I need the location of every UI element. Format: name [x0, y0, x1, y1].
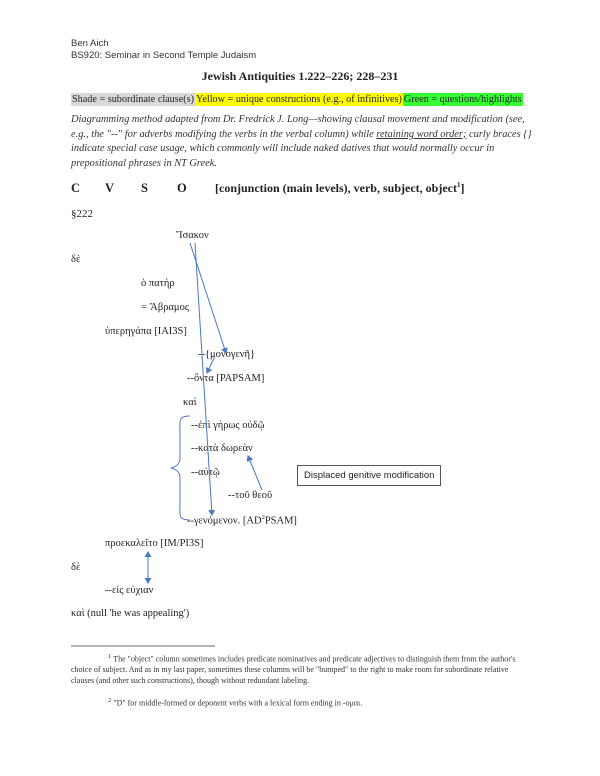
legend-yellow: Yellow = unique constructions (e.g., of infinitives)	[196, 94, 402, 105]
intro-text-1: Diagramming method adapted from Dr. Fredrick J. Long—showing clausal movement and modification (see, e.g., the "--" for adverbs modifying the verbs in the verbal column) while	[71, 114, 525, 140]
callout-displaced-genitive: Displaced genitive modification	[297, 465, 441, 486]
course-name: BS920: Seminar in Second Temple Judaism	[71, 50, 257, 61]
legend-green: Green = questions/highlights	[403, 94, 522, 105]
genomenon-parse: PSAM]	[264, 515, 297, 527]
line-abramos: = Ἄβραμος	[141, 302, 189, 313]
footnote-2-text: "D" for middle-formed or deponent verbs with a lexical form ending in -ομαι.	[113, 698, 363, 708]
column-desc-close: ]	[460, 181, 465, 195]
column-desc-text: [conjunction (main levels), verb, subject, object	[215, 181, 457, 195]
footnote-2	[71, 696, 526, 709]
line-de-1: δὲ	[71, 254, 81, 265]
line-isakon: Ἴσακον	[176, 230, 209, 241]
intro-underlined: retaining word order;	[376, 128, 467, 140]
line-auto: --αὐτῷ	[191, 467, 220, 478]
genomenon-text: --γενόμενον. [AD	[187, 515, 262, 527]
curly-brace	[171, 416, 190, 520]
arrow-tou-theou-to-dorean	[248, 456, 262, 490]
footnote-1-text: The "object" column sometimes includes predicate nominatives and predicate adjectives to distinguish them from the author's choice of subject. And as in my last paper, sometimes these columns will be "bumped" to the right to make room for subordinate relative clauses (and other such constructions), though without redundant labeling.	[71, 654, 516, 685]
column-s: S	[141, 181, 148, 195]
footnote-1	[71, 652, 526, 686]
line-kata: --κατὰ δωρεὰν	[191, 443, 253, 454]
column-c: C	[71, 181, 81, 195]
line-de-2: δὲ	[71, 562, 81, 573]
line-onta: --ὄντα [PAPSAM]	[187, 373, 265, 384]
footnote-1-number: 1	[108, 653, 112, 660]
footnote-ref-1: 1	[456, 181, 461, 189]
line-kai-null: καὶ (null 'he was appealing')	[71, 608, 190, 619]
line-tou-theou: --τοῦ θεοῦ	[228, 490, 273, 501]
column-o: O	[177, 181, 187, 195]
page-title: Jewish Antiquities 1.222–226; 228–231	[201, 69, 399, 83]
line-kai: καὶ	[183, 397, 197, 408]
line-ho-pater: ὁ πατήρ	[141, 278, 175, 289]
arrow-monogene-to-onta	[207, 356, 215, 373]
line-monogene: --{μονογενῆ}	[198, 349, 256, 360]
line-eis-euxian: --εἰς εὐχιαν	[105, 585, 154, 596]
line-epi: --ἐπὶ γήρως οὐδῷ	[191, 420, 265, 431]
intro-text-2: curly braces {} indicate special case usage, which commonly will include naked datives that would normally occur in prepositional phrases in NT Greek.	[71, 128, 532, 169]
column-v: V	[105, 181, 115, 195]
author-name: Ben Aich	[71, 38, 109, 49]
line-proekaleito: προεκαλεῖτο [IM/PI3S]	[105, 538, 204, 549]
footnote-2-number: 2	[108, 697, 112, 704]
arrow-isakon-to-monogene	[190, 243, 226, 353]
line-hyperegapa: ὑπερηγάπα [IAI3S]	[105, 326, 187, 337]
legend-shade: Shade = subordinate clause(s)	[72, 94, 195, 105]
footnote-ref-2: 2	[261, 514, 265, 521]
section-number: §222	[71, 208, 93, 220]
